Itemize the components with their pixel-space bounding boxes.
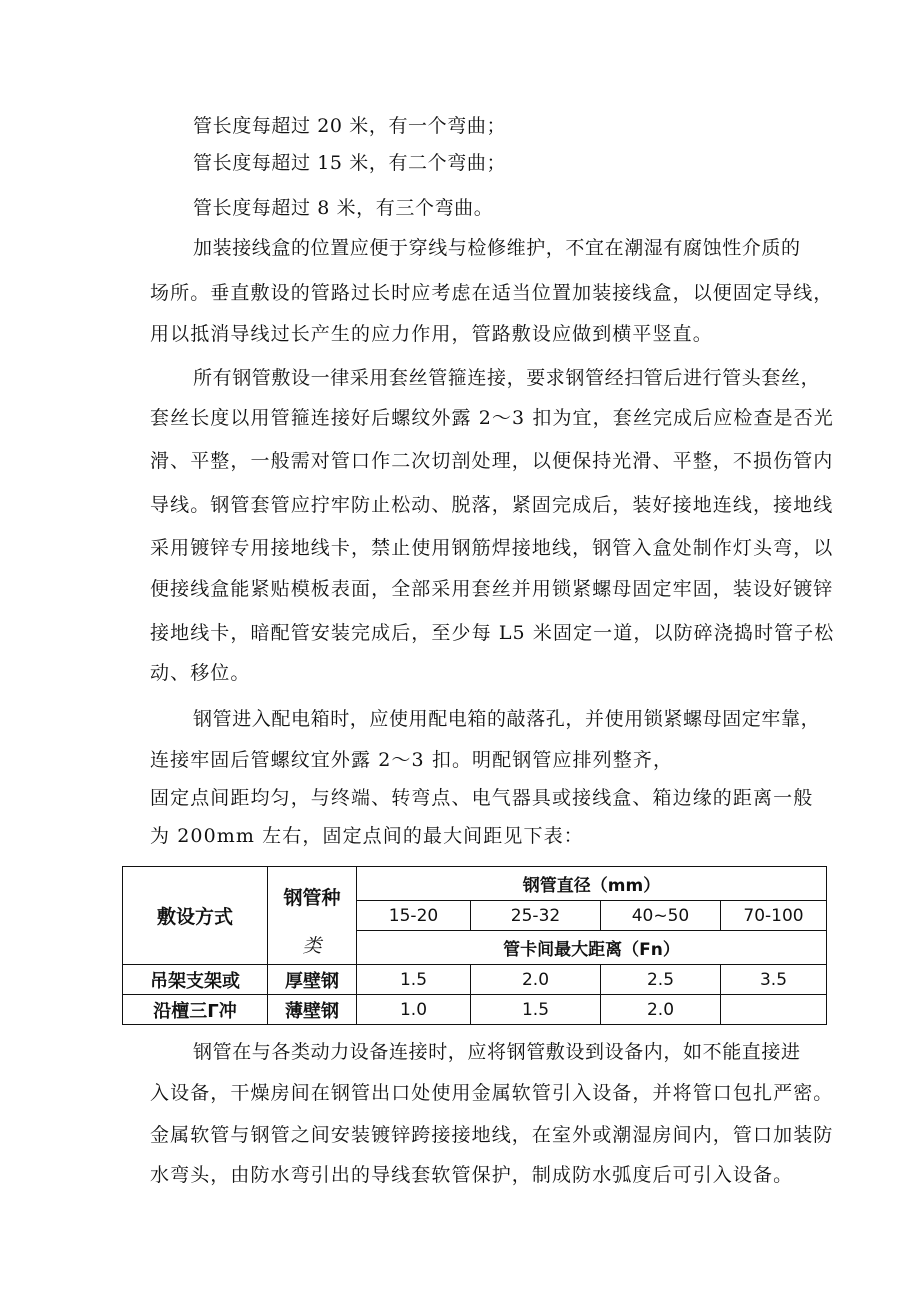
text-line: 钢管在与各类动力设备连接时，应将钢管敷设到设备内，如不能直接进 bbox=[193, 1041, 801, 1063]
pipe-type-cell: 薄壁钢 bbox=[268, 995, 357, 1025]
value-cell: 1.5 bbox=[357, 965, 471, 995]
diameter-cell: 40~50 bbox=[601, 901, 721, 931]
header-pipe-type bbox=[268, 867, 357, 931]
header-method: 敷设方式 bbox=[123, 867, 268, 965]
text-line: 管长度每超过 20 米，有一个弯曲； bbox=[193, 115, 507, 137]
text-line: 导线。钢管套管应拧牢防止松动、脱落，紧固完成后，装好接地连线，接地线 bbox=[150, 494, 834, 516]
header-diameter: 钢管直径（mm） bbox=[357, 867, 827, 901]
header-pipe-type-a: 钢管种 bbox=[283, 887, 341, 909]
diameter-cell: 15-20 bbox=[357, 901, 471, 931]
text-line: 固定点间距均匀，与终端、转弯点、电气器具或接线盒、箱边缘的距离一般 bbox=[150, 787, 814, 809]
text-line: 水弯头，由防水弯引出的导线套软管保护，制成防水弧度后可引入设备。 bbox=[150, 1164, 794, 1186]
text-line: 管长度每超过 8 米，有三个弯曲。 bbox=[193, 197, 494, 219]
value-cell: 2.0 bbox=[601, 995, 721, 1025]
text-line: 加装接线盒的位置应便于穿线与检修维护，不宜在潮湿有腐蚀性介质的 bbox=[193, 237, 801, 259]
header-distance: 管卡间最大距离（Fn） bbox=[357, 931, 827, 965]
value-cell bbox=[721, 995, 827, 1025]
pipe-type-cell: 厚壁钢 bbox=[268, 965, 357, 995]
method-cell-a: 吊架支架或 bbox=[123, 965, 268, 995]
text-line: 所有钢管敷设一律采用套丝管箍连接，要求钢管经扫管后进行管头套丝， bbox=[193, 367, 821, 389]
text-line: 动、移位。 bbox=[150, 662, 251, 684]
text-line: 连接牢固后管螺纹宜外露 2～3 扣。明配钢管应排列整齐， bbox=[150, 749, 674, 771]
value-cell: 1.5 bbox=[471, 995, 601, 1025]
text-line: 接地线卡，暗配管安装完成后，至少每 L5 米固定一道，以防碎浇捣时管子松 bbox=[150, 622, 835, 644]
diameter-cell: 70-100 bbox=[721, 901, 827, 931]
method-cell-b: 沿檀三Γ冲 bbox=[123, 995, 268, 1025]
text-line: 便接线盒能紧贴模板表面，全部采用套丝并用锁紧螺母固定牢固，装设好镀锌 bbox=[150, 578, 834, 600]
text-line: 采用镀锌专用接地线卡，禁止使用钢筋焊接地线，钢管入盒处制作灯头弯，以 bbox=[150, 537, 834, 559]
text-line: 钢管进入配电箱时，应使用配电箱的敲落孔，并使用锁紧螺母固定牢靠， bbox=[193, 708, 821, 730]
text-line: 为 200mm 左右，固定点间的最大间距见下表： bbox=[150, 825, 584, 847]
text-line: 入设备，干燥房间在钢管出口处使用金属软管引入设备，并将管口包扎严密。 bbox=[150, 1082, 834, 1104]
spacing-table bbox=[122, 866, 827, 1025]
value-cell: 1.0 bbox=[357, 995, 471, 1025]
value-cell: 2.0 bbox=[471, 965, 601, 995]
diameter-cell: 25-32 bbox=[471, 901, 601, 931]
text-line: 用以抵消导线过长产生的应力作用，管路敷设应做到横平竖直。 bbox=[150, 323, 713, 345]
value-cell: 2.5 bbox=[601, 965, 721, 995]
header-pipe-type-b: 类 bbox=[268, 931, 357, 965]
text-line: 管长度每超过 15 米，有二个弯曲； bbox=[193, 152, 507, 174]
text-line: 场所。垂直敷设的管路过长时应考虑在适当位置加装接线盒，以便固定导线， bbox=[150, 282, 834, 304]
text-line: 套丝长度以用管箍连接好后螺纹外露 2～3 扣为宜，套丝完成后应检查是否光 bbox=[150, 407, 834, 429]
text-line: 滑、平整，一般需对管口作二次切剖处理，以便保持光滑、平整，不损伤管内 bbox=[150, 450, 834, 472]
text-line: 金属软管与钢管之间安装镀锌跨接接地线，在室外或潮湿房间内，管口加装防 bbox=[150, 1124, 834, 1146]
value-cell: 3.5 bbox=[721, 965, 827, 995]
